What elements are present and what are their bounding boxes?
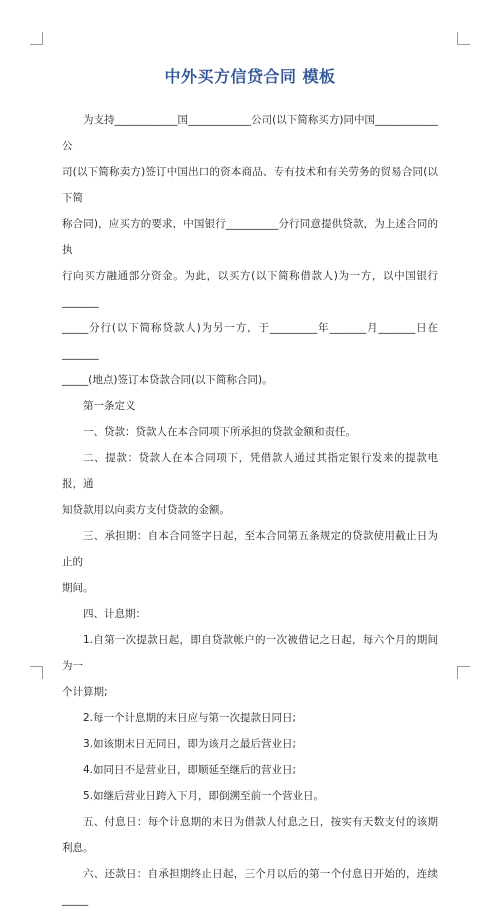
definition-drawdown-line-2: 知贷款用以向卖方支付贷款的金额。 [62,504,230,516]
interest-rule-5 [62,783,438,809]
definition-commitment-line-2: 期间。 [62,582,94,594]
interest-rule-1 [62,627,438,705]
document-title: 中外买方信贷合同 模板 [164,67,336,86]
interest-rule-4-text: 4.如同日不是营业日，即顺延至继后的营业日; [83,764,297,776]
interest-rule-3-text: 3.如该期末日无同日，即为该月之最后营业日; [83,738,297,750]
preamble-line-4: 行向买方融通部分资金。为此，以买方(以下简称借款人)为一方，以中国银行_______ [62,270,438,308]
definition-drawdown [62,445,438,523]
definition-drawdown-line-1: 二、提款：贷款人在本合同项下，凭借款人通过其指定银行发来的提款电报，通 [62,452,438,490]
definition-repayment-date-text: 六、还款日：自承担期终止日起，三个月以后的第一个付息日开始的，连续_____ [62,868,438,906]
interest-rule-1-line-2: 个计算期; [62,686,108,698]
preamble-line-6: _____(地点)签订本贷款合同(以下简称合同)。 [62,374,273,386]
preamble-line-3: 称合同)，应买方的要求，中国银行__________分行同意提供贷款，为上述合同的执 [62,218,438,256]
interest-rule-2-text: 2.每一个计息期的末日应与第一次提款日同日; [83,712,297,724]
definition-interest-payment-date-text: 五、付息日：每个计息期的末日为借款人付息之日，按实有天数支付的该期利息。 [62,816,438,854]
definition-interest-period-text: 四、计息期： [83,608,146,620]
definition-commitment-period [62,523,438,601]
definition-loan-text: 一、贷款：贷款人在本合同项下所承担的贷款金额和责任。 [83,426,356,438]
preamble-line-1: 为支持____________国____________公司(以下简称买方)同中国____________公 [62,114,438,152]
crop-mark-bottom-right [457,666,470,679]
document-body [62,107,438,913]
preamble-paragraph [62,107,438,393]
crop-mark-top-right [457,32,470,45]
preamble-line-2: 司(以下简称卖方)签订中国出口的资本商品、专有技术和有关劳务的贸易合同(以下简 [62,166,438,204]
interest-rule-1-line-1: 1.自第一次提款日起，即自贷款帐户的一次被借记之日起，每六个月的期间为一 [62,634,438,672]
definition-interest-period [62,601,438,627]
section-heading-1 [62,393,438,419]
definition-repayment-date [62,861,438,913]
definition-loan [62,419,438,445]
interest-rule-2 [62,705,438,731]
crop-mark-top-left [30,32,43,45]
definition-interest-payment-date [62,809,438,861]
interest-rule-5-text: 5.如继后营业日跨入下月，即倒溯至前一个营业日。 [83,790,325,802]
section-heading-text: 第一条定义 [83,400,136,412]
crop-mark-bottom-left [30,666,43,679]
definition-commitment-line-1: 三、承担期：自本合同签字日起，至本合同第五条规定的贷款使用截止日为止的 [62,530,438,568]
preamble-line-5: _____分行(以下简称贷款人)为另一方，于_________年_______月_______日在_______ [62,322,438,360]
interest-rule-3 [62,731,438,757]
interest-rule-4 [62,757,438,783]
